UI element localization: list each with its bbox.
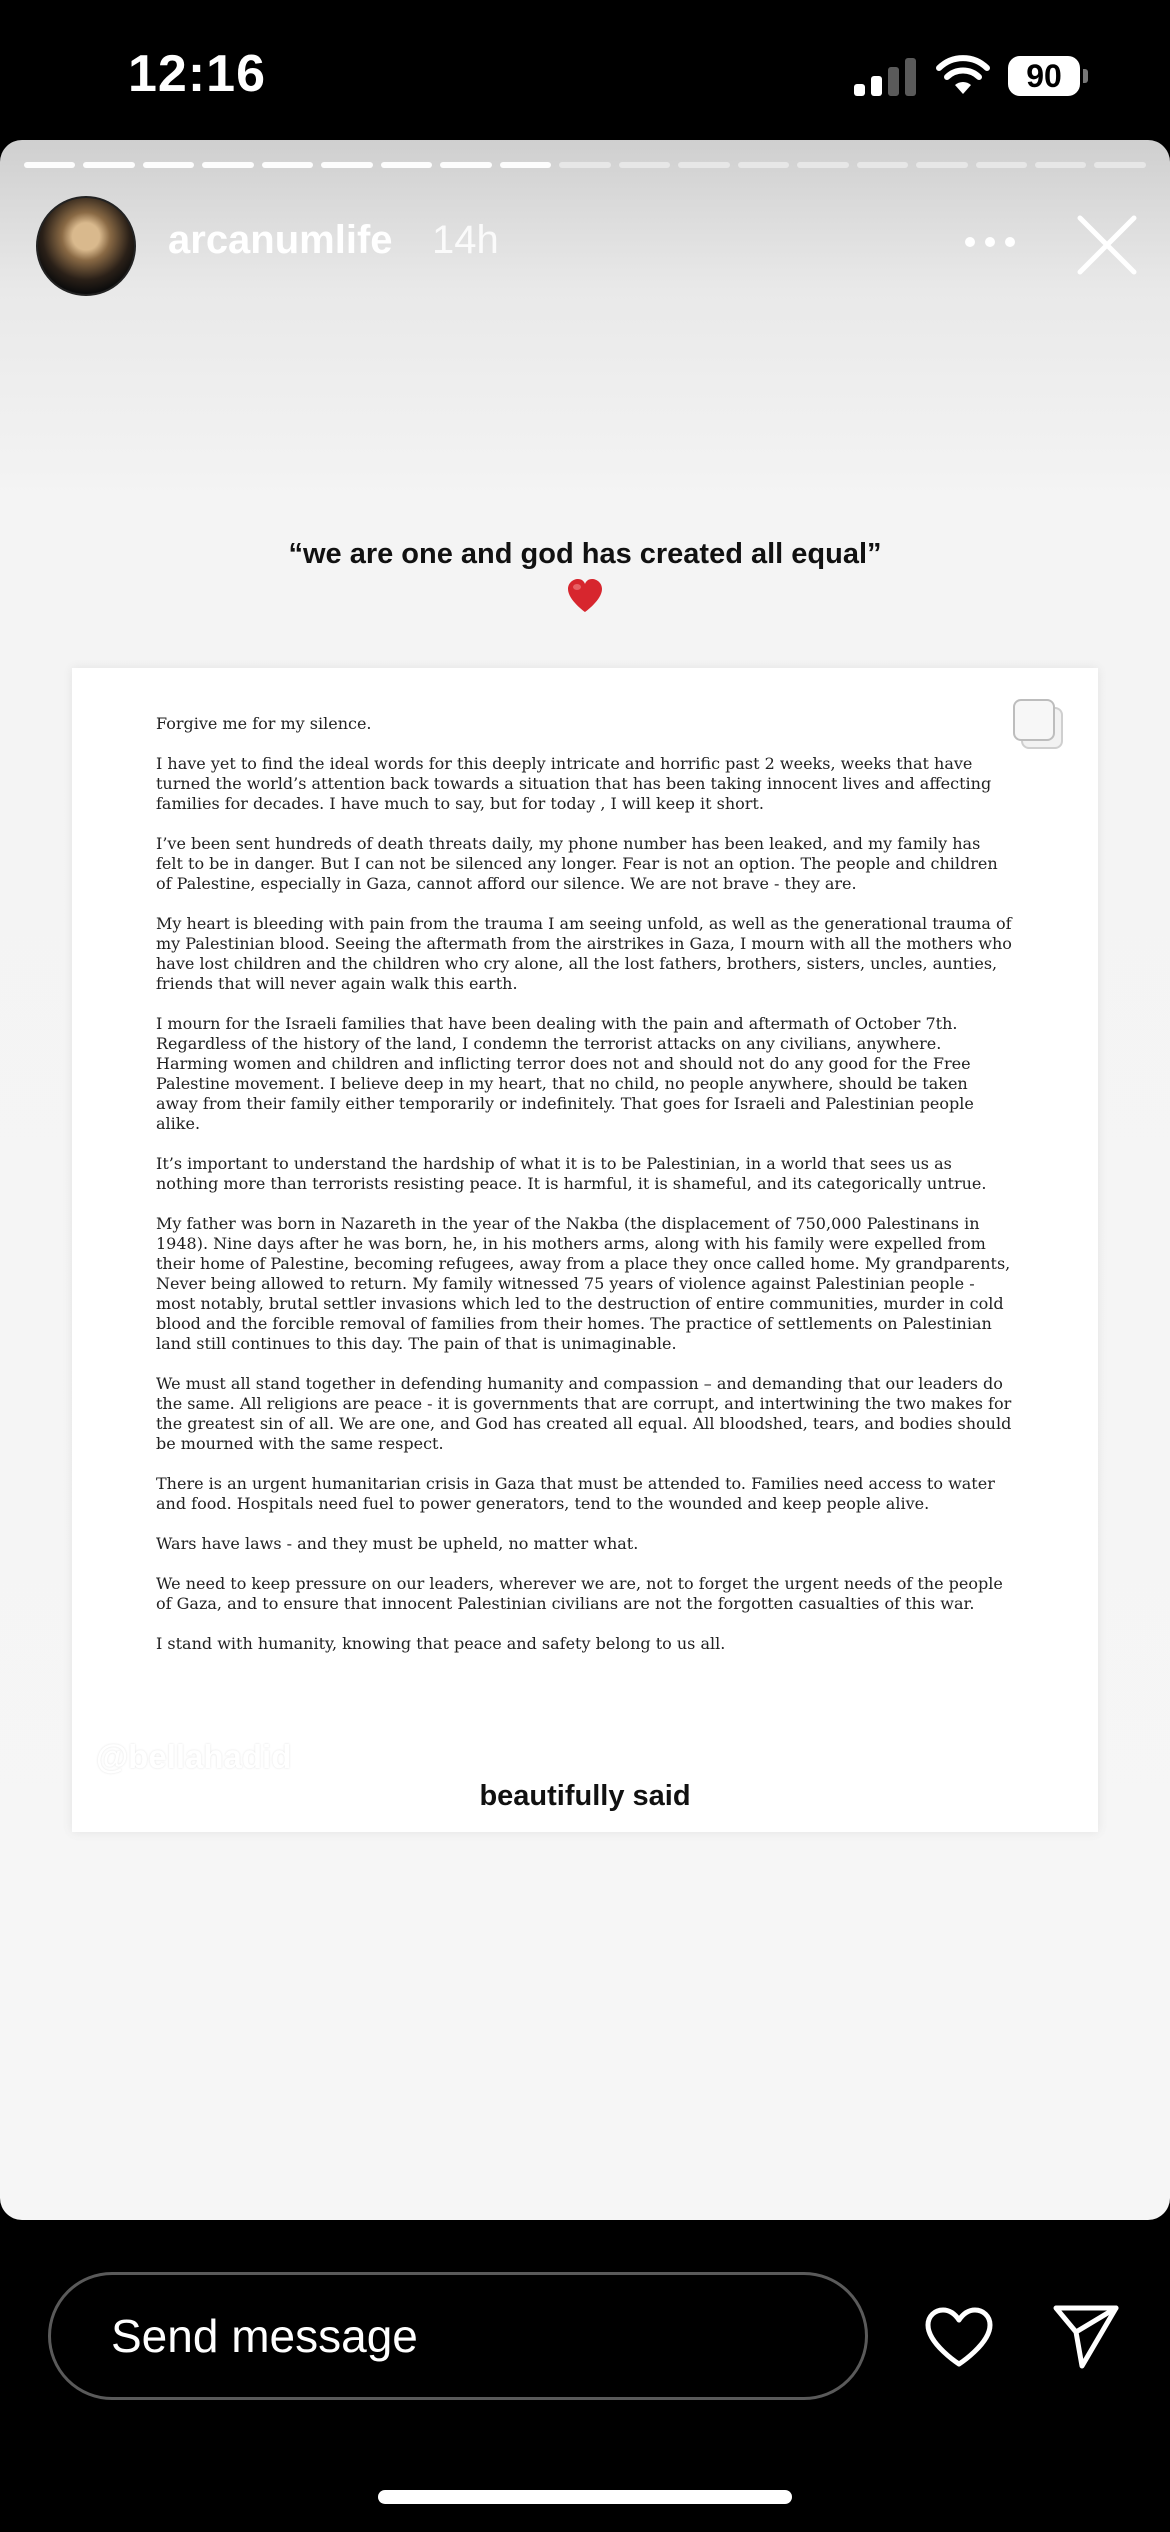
avatar[interactable]: [36, 196, 136, 296]
close-icon[interactable]: [1076, 214, 1138, 276]
send-icon[interactable]: [1052, 2302, 1120, 2370]
statement-paragraph: There is an urgent humanitarian crisis in Gaza that must be attended to. Families need access to water and food. Hospitals need fuel to power generators, tend to the wounded and keep people alive.: [156, 1474, 995, 1513]
statement-paragraph: Wars have laws - and they must be upheld, no matter what.: [156, 1534, 639, 1553]
story-progress-segment: [83, 162, 134, 168]
battery-level: 90: [1008, 56, 1080, 96]
heart-icon[interactable]: [924, 2306, 994, 2368]
story-progress-segment: [797, 162, 848, 168]
story-time-ago: 14h: [432, 218, 499, 262]
statement-paragraph: I have yet to find the ideal words for this deeply intricate and horrific past 2 weeks, weeks that have turned the world’s attention back towards a situation that has been taking innocent lives and affecting families for decades. I have much to say, but for today , I will keep it short.: [156, 754, 992, 813]
statement-paragraph: I’ve been sent hundreds of death threats daily, my phone number has been leaked, and my family has felt to be in danger. But I can not be silenced any longer. Fear is not an option. The people and children of Palestine, especially in Gaza, cannot afford our silence. We are not brave - they are.: [156, 834, 998, 893]
story-progress-segment: [1035, 162, 1086, 168]
story-progress-segment: [440, 162, 491, 168]
story-username[interactable]: arcanumlife: [168, 218, 393, 262]
story-progress-segment: [321, 162, 372, 168]
story-progress-segment: [559, 162, 610, 168]
home-indicator[interactable]: [378, 2490, 792, 2504]
story-progress-segment: [262, 162, 313, 168]
battery-tip: [1083, 69, 1088, 83]
story-progress-segment: [857, 162, 908, 168]
send-message-placeholder: Send message: [111, 2310, 418, 2362]
mention-sticker[interactable]: @bellahadid: [96, 1738, 292, 1775]
statement-paragraph: We need to keep pressure on our leaders, wherever we are, not to forget the urgent needs of the people of Gaza, and to ensure that innocent Palestinian civilians are not the forgotten casualties of this war.: [156, 1574, 1003, 1613]
story-viewer[interactable]: [0, 140, 1170, 2220]
story-progress-segment: [500, 162, 551, 168]
story-progress-segment: [976, 162, 1027, 168]
copy-pages-icon: [1012, 698, 1064, 750]
send-message-input[interactable]: [48, 2272, 868, 2400]
story-progress-bars: [24, 162, 1146, 168]
status-time: 12:16: [128, 45, 266, 103]
statement-paragraph: My father was born in Nazareth in the year of the Nakba (the displacement of 750,000 Palestinans in 1948). Nine days after he was born, he, in his mothers arms, along with his family were expelled from their home of Palestine, becoming refugees, away from a place they once called home. My grandparents, Never being allowed to return. My family witnessed 75 years of violence against Palestinian people - most notably, brutal settler invasions which led to the destruction of entire communities, murder in cold blood and the forcible removal of families from their homes. The practice of settlements on Palestinian land still continues to this day. The pain of that is unimaginable.: [156, 1214, 1011, 1353]
statement-document: [72, 668, 1098, 1832]
story-progress-segment: [202, 162, 253, 168]
statement-paragraph: I stand with humanity, knowing that peace and safety belong to us all.: [156, 1634, 726, 1653]
story-progress-segment: [619, 162, 670, 168]
statement-paragraph: Forgive me for my silence.: [156, 714, 372, 733]
battery-icon: [1008, 56, 1088, 96]
story-progress-segment: [738, 162, 789, 168]
story-progress-segment: [678, 162, 729, 168]
status-bar: [0, 0, 1170, 140]
statement-paragraph: I mourn for the Israeli families that have been dealing with the pain and aftermath of October 7th. Regardless of the history of the land, I condemn the terrorist attacks on any civilians, anywhere. Harming women and children and inflicting terror does not and should not do any good for the Free Palestine movement. I believe deep in my heart, that no child, no people anywhere, should be taken away from their family either temporarily or indefinitely. That goes for Israeli and Palestinian people alike.: [156, 1014, 974, 1133]
statement-paragraph: My heart is bleeding with pain from the trauma I am seeing unfold, as well as the generational trauma of my Palestinian blood. Seeing the aftermath from the airstrikes in Gaza, I mourn with all the mothers who have lost children and the children who cry alone, all the lost fathers, brothers, sisters, uncles, aunties, friends that will never again walk this earth.: [156, 914, 1012, 993]
more-options-icon[interactable]: [960, 222, 1020, 262]
story-header: [36, 196, 1136, 296]
story-progress-segment: [143, 162, 194, 168]
story-progress-segment: [1094, 162, 1145, 168]
signal-icon: [854, 56, 918, 96]
story-progress-segment: [24, 162, 75, 168]
statement-paragraph: It’s important to understand the hardship of what it is to be Palestinian, in a world that sees us as nothing more than terrorists resisting peace. It is harmful, it is shameful, and its categorically untrue.: [156, 1154, 987, 1193]
story-progress-segment: [381, 162, 432, 168]
statement-body: [156, 714, 1012, 1674]
story-caption: beautifully said: [479, 1780, 691, 1812]
wifi-icon: [934, 52, 992, 96]
story-quote-text: “we are one and god has created all equal”: [288, 538, 882, 570]
statement-paragraph: We must all stand together in defending humanity and compassion – and demanding that our leaders do the same. All religions are peace - it is governments that are corrupt, and intertwining the two makes for the greatest sin of all. We are one, and God has created all equal. All bloodshed, tears, and bodies should be mourned with the same respect.: [156, 1374, 1012, 1453]
story-progress-segment: [916, 162, 967, 168]
red-heart-emoji-icon: [566, 578, 604, 614]
